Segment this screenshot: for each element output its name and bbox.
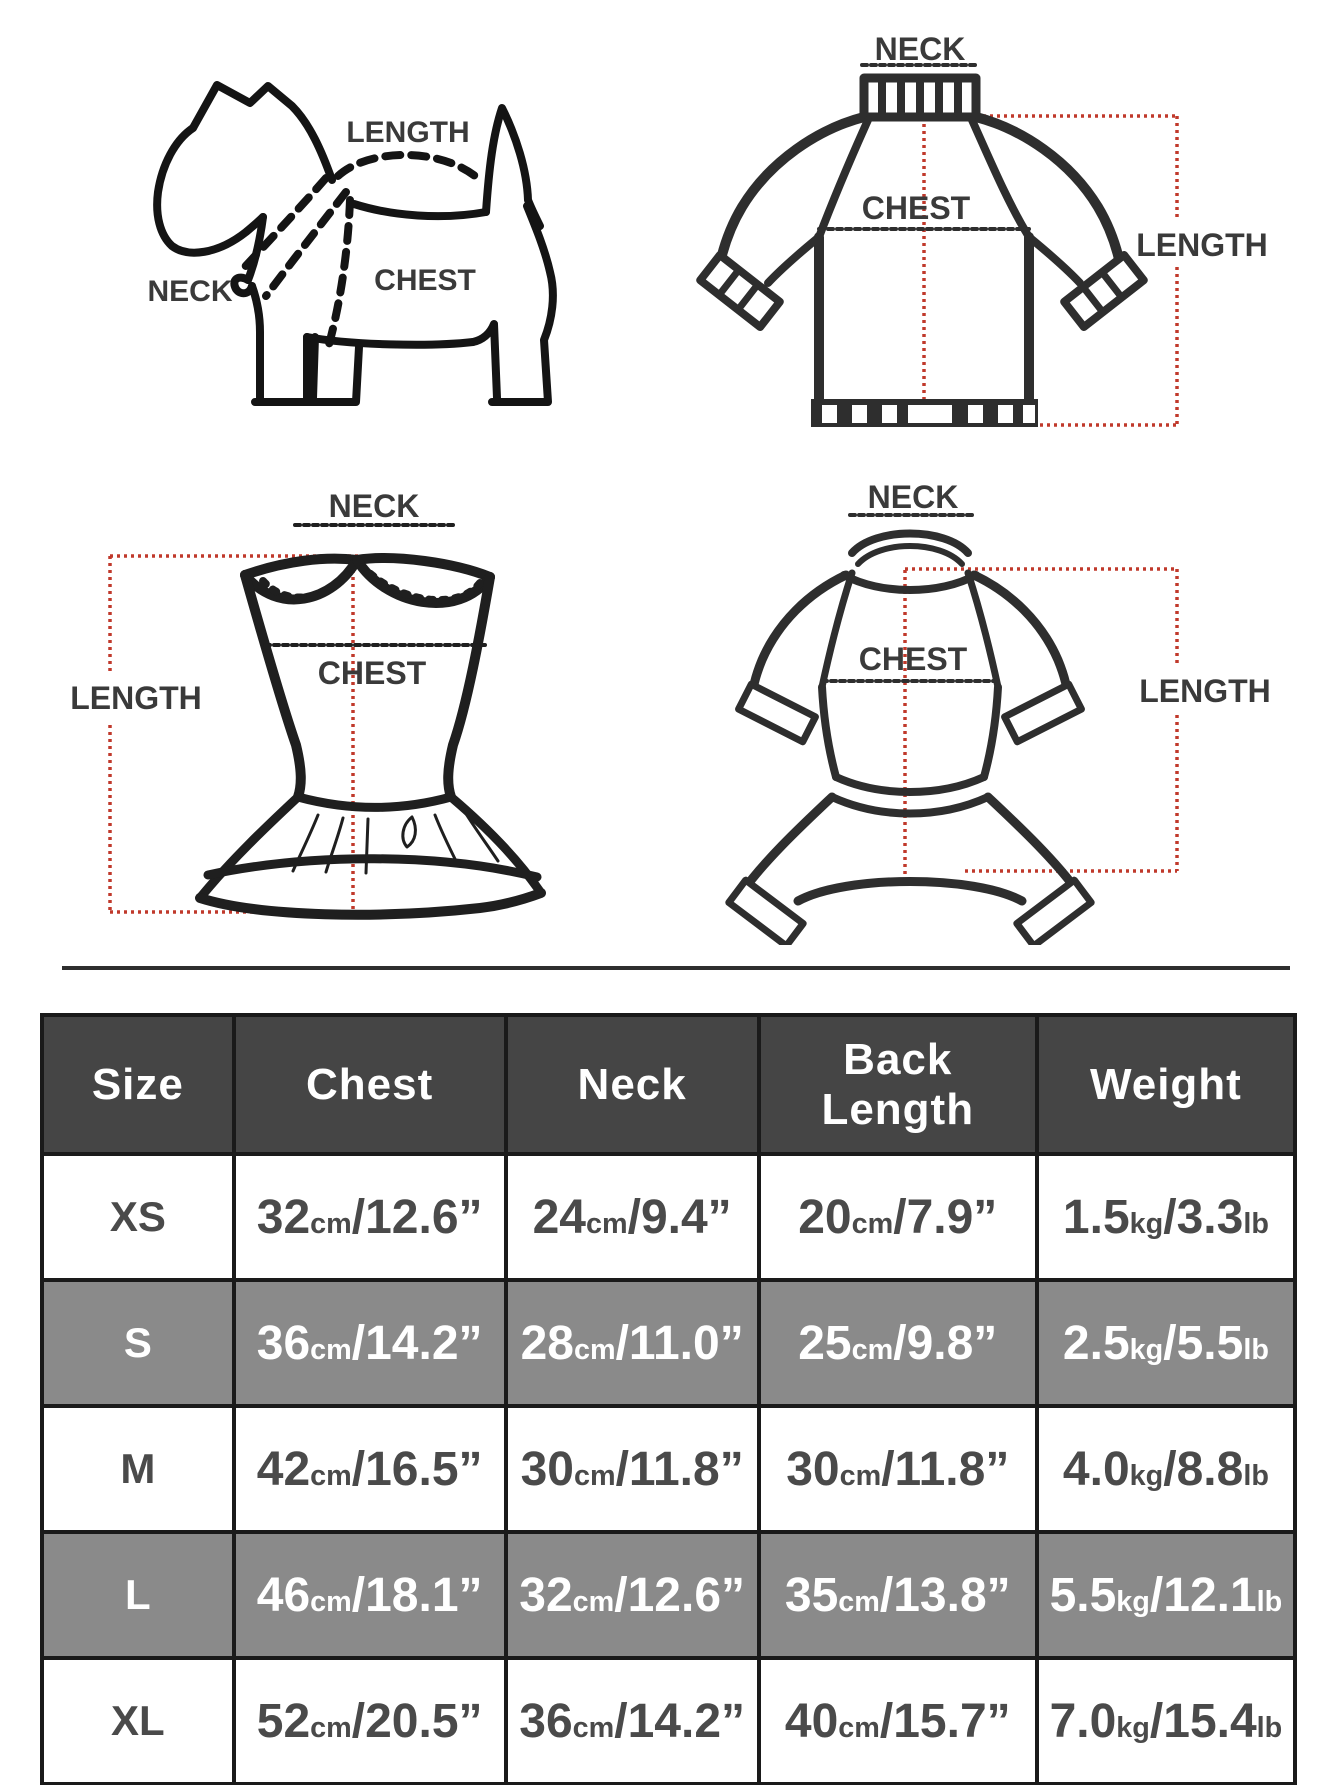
cell-neck-l: 32cm/12.6”	[506, 1532, 759, 1658]
cell-chest-l: 46cm/18.1”	[234, 1532, 506, 1658]
size-table-head	[42, 1015, 1295, 1154]
dog-chest-dash-line	[328, 200, 350, 348]
dog-neck-dash-line2	[266, 192, 346, 296]
cell-size-s: S	[42, 1280, 234, 1406]
cell-chest-xs: 32cm/12.6”	[234, 1154, 506, 1280]
dog-length-label: LENGTH	[346, 116, 470, 149]
cell-neck-xs: 24cm/9.4”	[506, 1154, 759, 1280]
size-table	[40, 1013, 1297, 1785]
table-row-m	[42, 1406, 1295, 1532]
cell-weight-xl: 7.0kg/15.4lb	[1037, 1658, 1295, 1784]
dog-measure-dashes	[242, 155, 482, 348]
sweater-length-label: LENGTH	[1136, 227, 1268, 263]
sweater-hem-band	[811, 399, 1038, 427]
dress-outline	[200, 525, 541, 915]
cell-neck-m: 30cm/11.8”	[506, 1406, 759, 1532]
cell-back_length-l: 35cm/13.8”	[759, 1532, 1037, 1658]
sweater-outline	[700, 65, 1144, 399]
cell-chest-s: 36cm/14.2”	[234, 1280, 506, 1406]
cell-size-m: M	[42, 1406, 234, 1532]
jumpsuit-chest-label: CHEST	[858, 641, 968, 677]
size-table-header-row	[42, 1015, 1295, 1154]
cell-back_length-xs: 20cm/7.9”	[759, 1154, 1037, 1280]
section-divider	[62, 966, 1290, 970]
cell-chest-xl: 52cm/20.5”	[234, 1658, 506, 1784]
cell-weight-xs: 1.5kg/3.3lb	[1037, 1154, 1295, 1280]
cell-chest-m: 42cm/16.5”	[234, 1406, 506, 1532]
cell-weight-m: 4.0kg/8.8lb	[1037, 1406, 1295, 1532]
dog-chest-label: CHEST	[374, 264, 476, 297]
size-table-header-size: Size	[42, 1015, 234, 1154]
dress-measurement-diagram	[60, 425, 620, 925]
cell-size-xl: XL	[42, 1658, 234, 1784]
cell-back_length-xl: 40cm/15.7”	[759, 1658, 1037, 1784]
dog-length-dash-line	[338, 155, 482, 182]
table-row-s	[42, 1280, 1295, 1406]
table-row-xs	[42, 1154, 1295, 1280]
cell-neck-xl: 36cm/14.2”	[506, 1658, 759, 1784]
sweater-chest-label: CHEST	[861, 190, 971, 226]
dress-length-label: LENGTH	[70, 680, 202, 716]
jumpsuit-length-label: LENGTH	[1139, 673, 1271, 709]
jumpsuit-measurement-diagram	[640, 425, 1340, 945]
cell-neck-s: 28cm/11.0”	[506, 1280, 759, 1406]
size-table-header-neck: Neck	[506, 1015, 759, 1154]
cell-back_length-m: 30cm/11.8”	[759, 1406, 1037, 1532]
table-row-l	[42, 1532, 1295, 1658]
dog-measurement-diagram	[100, 40, 640, 420]
cell-size-l: L	[42, 1532, 234, 1658]
jumpsuit-neck-label: NECK	[867, 479, 959, 515]
jumpsuit-outline	[729, 515, 1091, 945]
table-row-xl	[42, 1658, 1295, 1784]
size-table-header-weight: Weight	[1037, 1015, 1295, 1154]
sweater-neck-label: NECK	[874, 31, 966, 67]
sweater-measurement-diagram	[620, 25, 1320, 437]
size-table-header-chest: Chest	[234, 1015, 506, 1154]
cell-size-xs: XS	[42, 1154, 234, 1280]
dress-neck-label: NECK	[328, 488, 420, 524]
dress-chest-label: CHEST	[317, 655, 427, 691]
cell-weight-l: 5.5kg/12.1lb	[1037, 1532, 1295, 1658]
size-table-header-back-length: Back Length	[759, 1015, 1037, 1154]
cell-weight-s: 2.5kg/5.5lb	[1037, 1280, 1295, 1406]
cell-back_length-s: 25cm/9.8”	[759, 1280, 1037, 1406]
size-table-body	[42, 1154, 1295, 1784]
dog-neck-label: NECK	[147, 275, 233, 308]
